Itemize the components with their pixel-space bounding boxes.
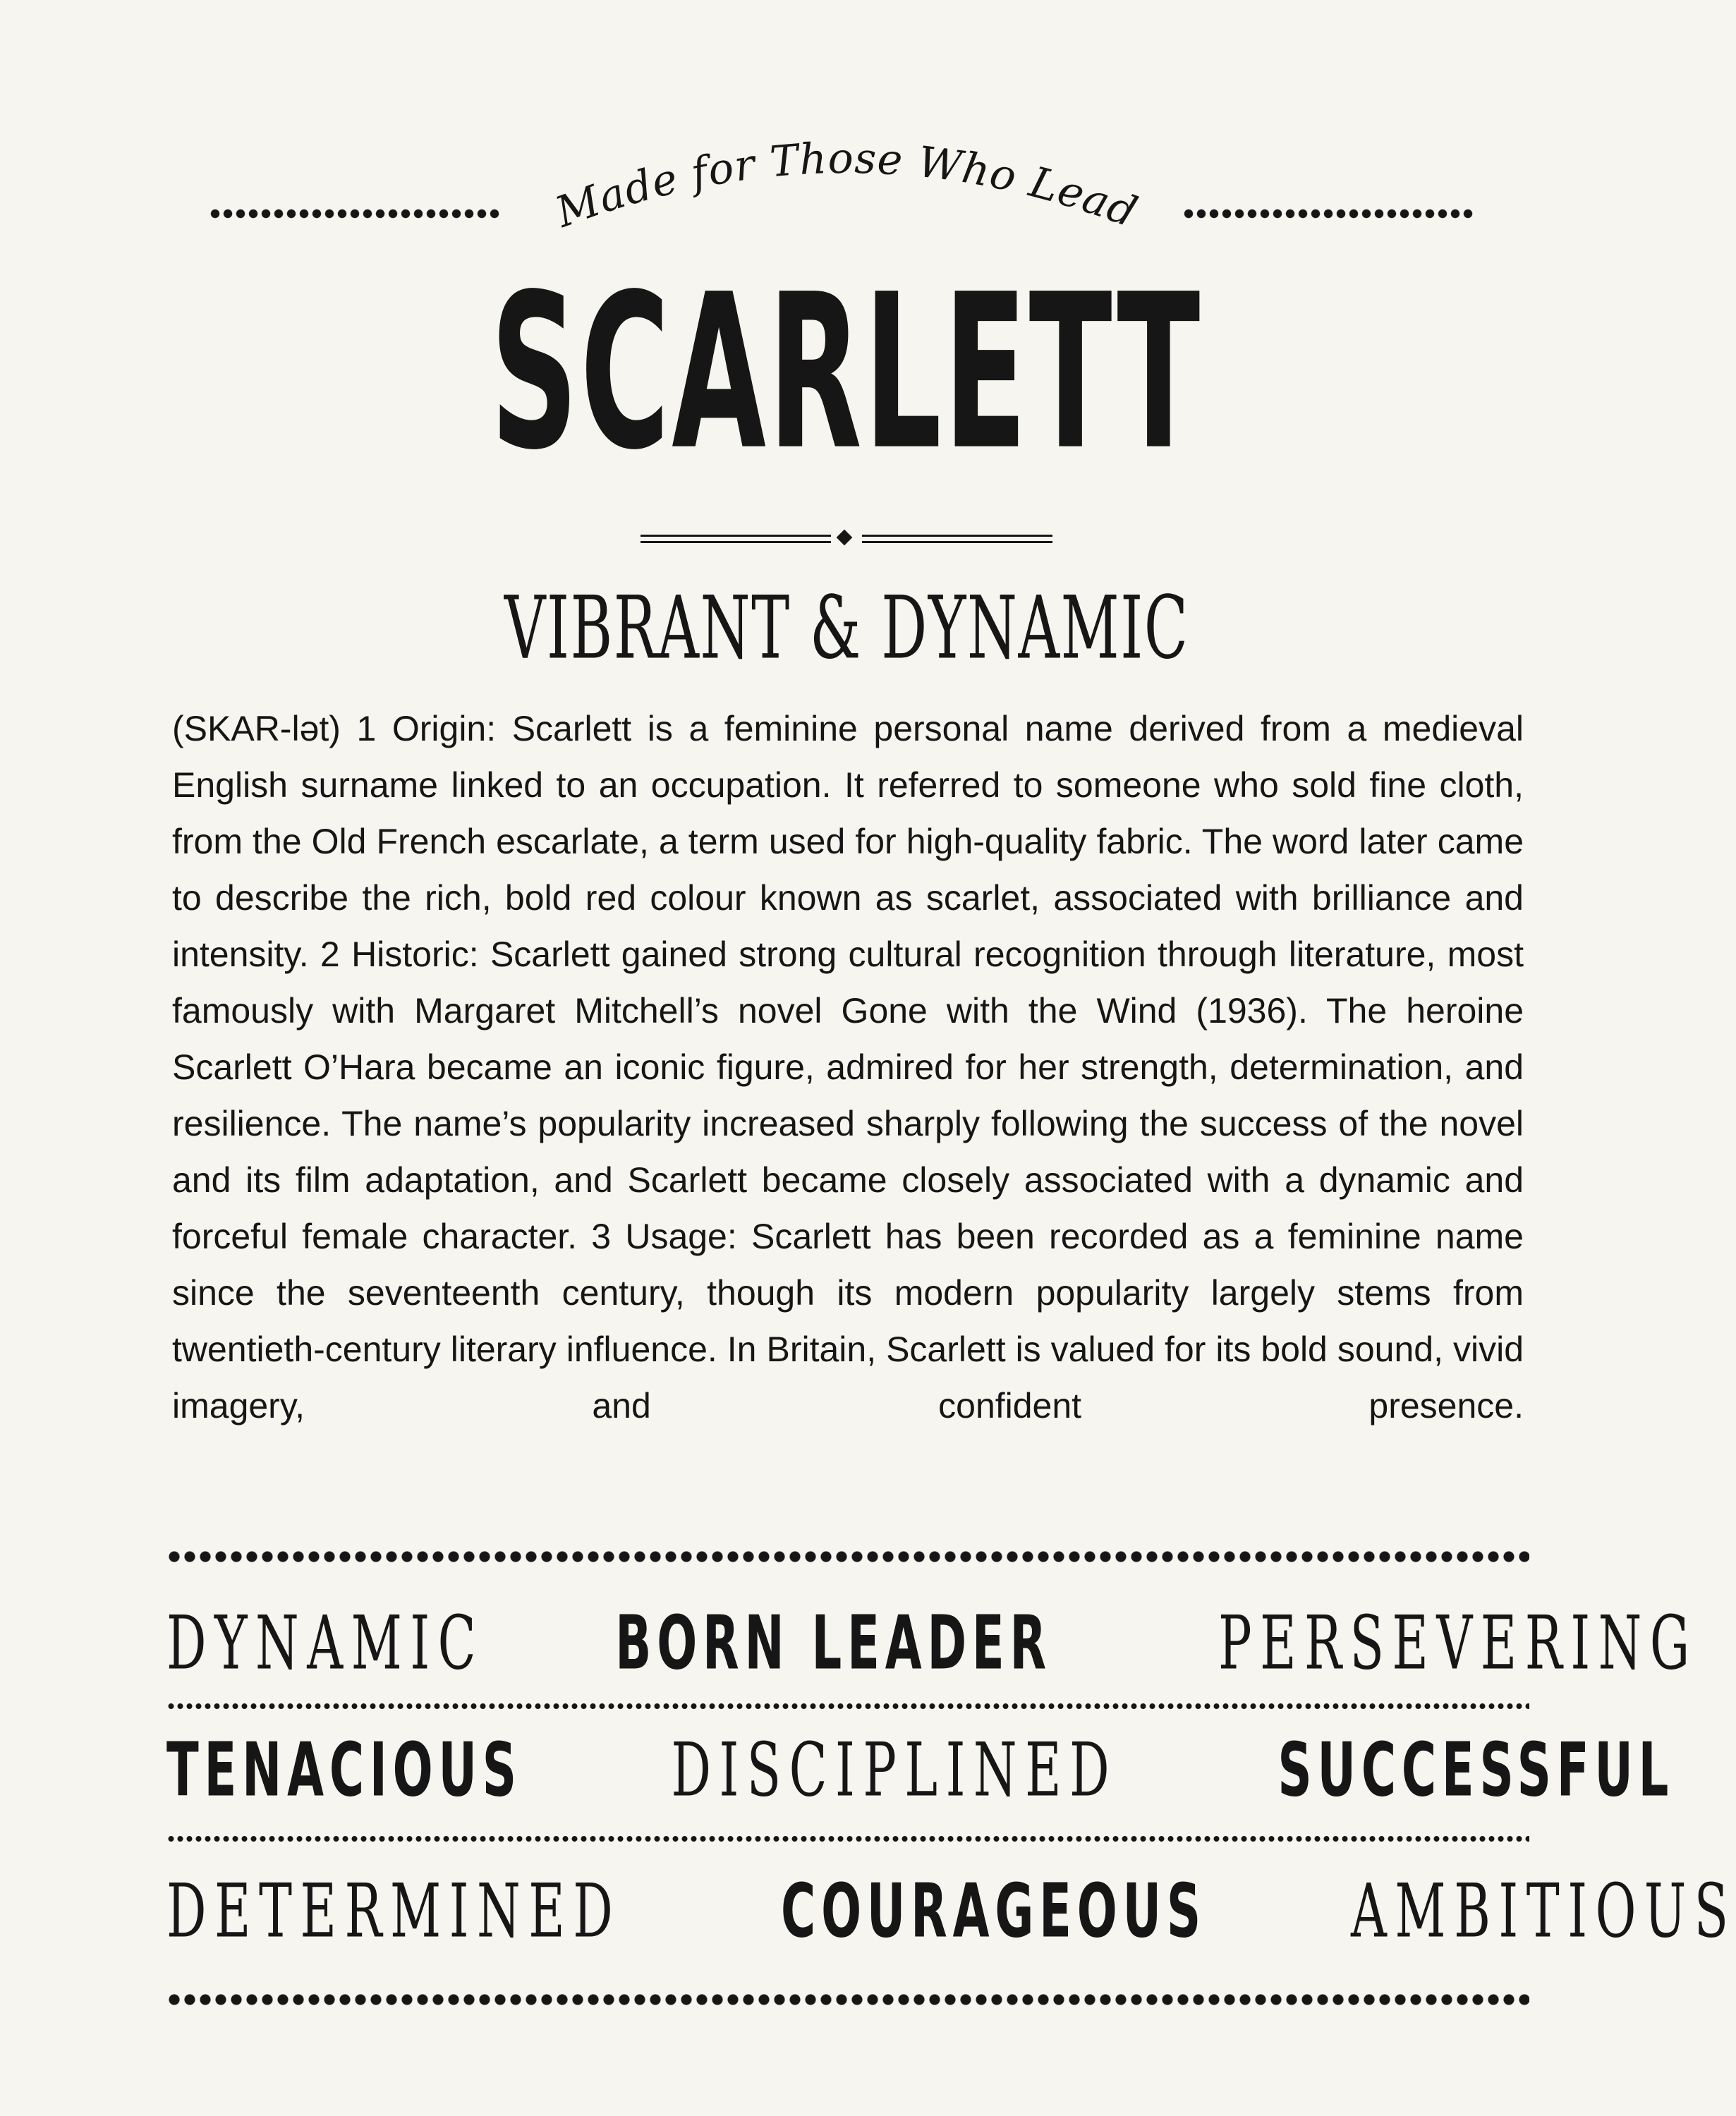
trait-word: BORN LEADER (615, 1600, 1052, 1686)
subtitle-text: VIBRANT & DYNAMIC (504, 577, 1189, 679)
tagline (494, 106, 1199, 261)
dotted-rule-top-right (1182, 207, 1473, 220)
name-title-text: SCARLETT (490, 248, 1203, 497)
trait-word: DETERMINED (166, 1868, 621, 1954)
name-title (0, 245, 1693, 499)
dotted-rule-top-left (209, 207, 499, 220)
name-description: (SKAR-lət) 1 Origin: Scarlett is a feminine personal name derived from a medieval English surname linked to an occupation. It referred to someone who sold fine cloth, from the Old French escarlate, a term used for high-quality fabric. The word later came to describe the rich, bold red colour known as scarlet, associated with brilliance and intensity. 2 Historic: Scarlett gained strong cultural recognition through literature, most famously with Margaret Mitchell’s novel Gone with the Wind (1936). The heroine Scarlett O’Hara became an iconic figure, admired for her strength, determination, and resilience. The name’s popularity increased sharply following the success of the novel and its film adaptation, and Scarlett became closely associated with a dynamic and forceful female character. 3 Usage: Scarlett has been recorded as a feminine name since the seventeenth century, though its modern popularity largely stems from twentieth-century literary influence. In Britain, Scarlett is valued for its bold sound, vivid imagery, and confident presence. (172, 709, 1524, 1425)
trait-word: DYNAMIC (166, 1600, 485, 1686)
trait-row-2 (166, 1727, 1675, 1813)
trait-word: COURAGEOUS (780, 1868, 1206, 1954)
diamond-icon (837, 530, 853, 546)
dotted-rule-fine-1 (166, 1703, 1529, 1710)
trait-word: DISCIPLINED (671, 1727, 1118, 1813)
trait-word: PERSEVERING (1218, 1600, 1698, 1686)
trait-word: SUCCESSFUL (1277, 1727, 1675, 1813)
trait-row-1 (166, 1600, 1698, 1686)
dotted-rule-bottom (166, 1992, 1529, 2007)
ornament-line-right (862, 535, 1052, 543)
dotted-rule-mid (166, 1549, 1529, 1564)
ornament-line-left (641, 535, 831, 543)
trait-word: TENACIOUS (166, 1727, 522, 1813)
tagline-text (549, 134, 1144, 238)
dotted-rule-fine-2 (166, 1835, 1529, 1842)
ornament-divider (635, 528, 1058, 553)
trait-word: AMBITIOUS (1350, 1868, 1736, 1954)
trait-row-3 (166, 1868, 1736, 1954)
tagline-text-path: Made for Those Who Lead (549, 133, 1144, 238)
subtitle (0, 578, 1693, 677)
